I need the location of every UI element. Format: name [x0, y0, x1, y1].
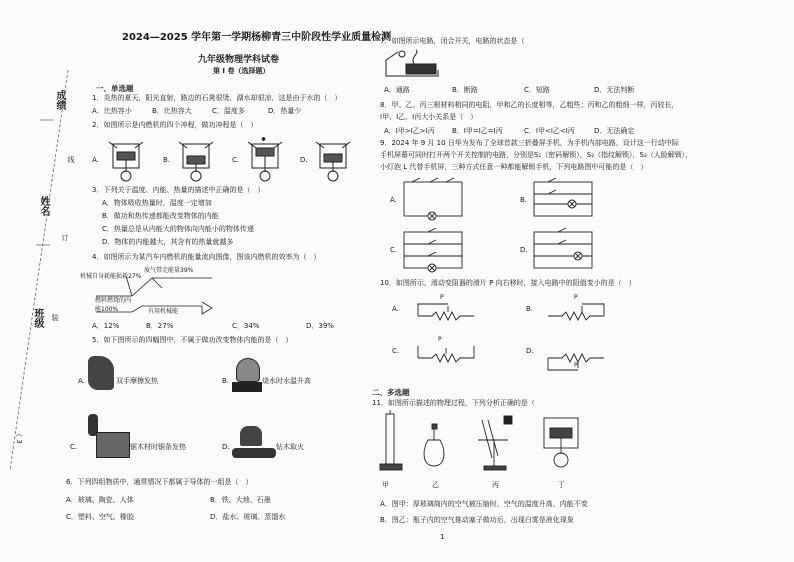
q10-slider-p-b: P: [574, 294, 578, 301]
q9-stem-line2: 手机屏幕可同时打开两个开关控制的电路，分别是S₁（密码解锁），S₂（指纹解锁），S₃（人脸解锁），: [380, 151, 693, 159]
q4-option-c: C．34%: [232, 322, 260, 330]
q5-stem: 5．如下图所示的四幅图中，不属于做功改变物体内能的是（ ）: [92, 336, 293, 344]
class-label: 班级: [32, 308, 43, 328]
q11-fig-bing: 丙: [492, 481, 499, 489]
q7-circuit-figure: [380, 48, 450, 82]
q11-fig-yi: 乙: [432, 481, 439, 489]
q7-option-b: B．断路: [452, 86, 478, 94]
q9-label-a: A.: [390, 196, 397, 204]
q10-slider-p-a: P: [440, 294, 444, 301]
q7-option-c: C．短路: [524, 86, 550, 94]
q11-option-a: A．图甲：厚玻璃筒内的空气被压缩时，空气的温度升高，内能不变: [380, 500, 588, 508]
q4-fuel-label: 燃料燃烧的内能100%: [95, 297, 132, 313]
q5-letter-c: C.: [70, 443, 78, 451]
q5-letter-d: D.: [222, 443, 230, 451]
q1-option-c: C．温度多: [212, 107, 245, 115]
volume-label: 第 I 卷（选择题）: [213, 67, 270, 75]
q6-option-d: D．盐水、玻璃、蒸馏水: [210, 513, 286, 521]
q10-stem: 10．如图所示，滑动变阻器的滑片 P 向右移时，接入电路中的阻值变小的是（ ）: [380, 279, 636, 287]
q2-engine-strokes-figure: [100, 134, 400, 184]
q10-label-b: B.: [526, 305, 534, 313]
q11-fig-jia: 甲: [382, 481, 389, 489]
q9-label-d: D.: [520, 246, 528, 254]
q8-stem: 8．甲、乙、丙三根材料相同的电阻，甲和乙的长度相等，乙粗些；丙和乙的粗细一样，丙较长，: [380, 101, 679, 109]
svg-text:*: *: [262, 137, 265, 144]
q5-text-a: 双手摩擦发热: [116, 377, 158, 385]
q5-letter-a: A.: [78, 377, 85, 385]
q5-sawhorse-image: [96, 432, 130, 458]
q1-stem: 1．炎热的夏天，阳光直射，路边的石凳很烫，湖水却很凉，这是由于水的（ ）: [92, 94, 342, 102]
section-single-choice: 一、单选题: [96, 84, 134, 93]
q4-useful-label: 有用机械能: [148, 308, 179, 315]
q5-hands-image: [88, 356, 114, 390]
q4-cooling-label: 机械自身耗能损耗27%: [80, 273, 142, 280]
q2-label-b: B.: [163, 156, 171, 164]
q2-label-d: D.: [300, 156, 308, 164]
q4-exhaust-label: 废气带走能量39%: [144, 267, 194, 274]
q6-option-a: A．玻璃、陶瓷、人体: [66, 496, 134, 504]
q11-stem: 11．如图所示描述的物理过程，下列分析正确的是（: [372, 399, 535, 407]
q11-fig-ding: 丁: [558, 481, 565, 489]
section-multi-choice: 二、多选题: [372, 388, 410, 397]
q7-option-a: A．通路: [384, 86, 410, 94]
q9-circuits-figure: [398, 176, 668, 276]
q3-option-a: A．物体吸收热量时，温度一定增加: [102, 199, 212, 207]
q4-option-b: B．27%: [146, 322, 174, 330]
q1-option-a: A．比热容小: [92, 107, 132, 115]
q4-option-a: A．12%: [92, 322, 120, 330]
q8-option-b: B．I甲=I乙=I丙: [452, 127, 503, 135]
q3-stem: 3．下列关于温度、内能、热量的描述中正确的是（ ）: [92, 186, 265, 194]
q9-label-b: B.: [520, 196, 528, 204]
q10-label-c: C.: [392, 347, 400, 355]
binding-line: [10, 0, 70, 562]
score-label: 成绩: [54, 90, 65, 110]
q8-option-a: A．I甲>I乙>I丙: [384, 127, 435, 135]
q11-option-b: B．图乙：瓶子内的空气推动塞子做功后，出现白雾是液化现象: [380, 516, 574, 524]
q10-slider-p-c: P: [438, 336, 442, 343]
q5-text-b: 烧水时水温升高: [262, 377, 311, 385]
q3-option-d: D．物体的内能越大，其含有的热量就越多: [102, 238, 234, 246]
q5-text-c: 锯木材时锯条发热: [130, 443, 186, 451]
q7-stem: 7．如图所示电路，闭合开关，电路的状态是（: [380, 37, 525, 45]
q2-stem: 2．如图所示是内燃机的四个冲程，做功冲程是（ ）: [92, 121, 258, 129]
q5-log-image: [232, 448, 276, 458]
q7-option-d: D．无法判断: [594, 86, 635, 94]
q9-label-c: C.: [390, 246, 398, 254]
q9-stem-line3: 小灯泡 L 代替手机屏，三种方式任意一种都能解锁手机，下列电路图中可能的是（ ）: [380, 163, 648, 171]
q8-option-c: C．I甲<I乙<I丙: [524, 127, 575, 135]
exam-subtitle: 九年级物理学科试卷: [198, 55, 280, 65]
exam-title: 2024—2025 学年第一学期杨柳青三中阶段性学业质量检测: [122, 32, 392, 43]
q4-option-d: D．39%: [306, 322, 334, 330]
q1-option-b: B．比热容大: [152, 107, 192, 115]
q2-label-c: C.: [232, 156, 240, 164]
q5-drilling-person-image: [240, 426, 262, 446]
q11-experiments-figure: [378, 410, 618, 480]
binding-bind-mark: 装: [51, 314, 59, 321]
q6-stem: 6．下列四组物质中，通常情况下都属于导体的一组是（ ）: [66, 478, 253, 486]
q2-label-a: A.: [92, 156, 99, 164]
q5-kettle-image: [236, 358, 260, 382]
binding-corner-text: （ 3: [15, 430, 23, 444]
q3-option-b: B．做功和热传递都能改变物体的内能: [102, 212, 219, 220]
q10-label-d: D.: [526, 347, 534, 355]
q5-letter-b: B.: [222, 377, 230, 385]
binding-order-mark: 订: [61, 234, 69, 241]
q10-rheostats-figure: [408, 290, 668, 370]
q1-option-d: D．热量少: [268, 107, 302, 115]
q10-label-a: A.: [392, 305, 399, 313]
page-number: 1: [440, 533, 445, 541]
q8-stem-continued: I甲、I乙、I丙大小关系是（ ）: [380, 113, 478, 121]
name-label: 姓名: [38, 196, 49, 216]
binding-line-mark: 线: [67, 156, 75, 163]
q8-option-d: D．无法确定: [594, 127, 635, 135]
q4-stem: 4．如图所示为某汽车内燃机的能量流向图像，图该内燃机的效率为（ ）: [92, 253, 321, 261]
q3-option-c: C．热量总是从内能大的物体向内能小的物体传递: [102, 225, 254, 233]
q5-stove-image: [232, 382, 262, 392]
q5-text-d: 钻木取火: [276, 443, 304, 451]
q10-slider-p-d: P: [574, 362, 578, 369]
q9-stem: 9．2024 年 9 月 10 日华为发布了全球首款三折叠屏手机，为手机内部电路，设计这一行动中际: [380, 139, 679, 147]
q6-option-b: B．铁、大地、石墨: [210, 496, 271, 504]
q6-option-c: C．塑料、空气、橡胶: [66, 513, 134, 521]
